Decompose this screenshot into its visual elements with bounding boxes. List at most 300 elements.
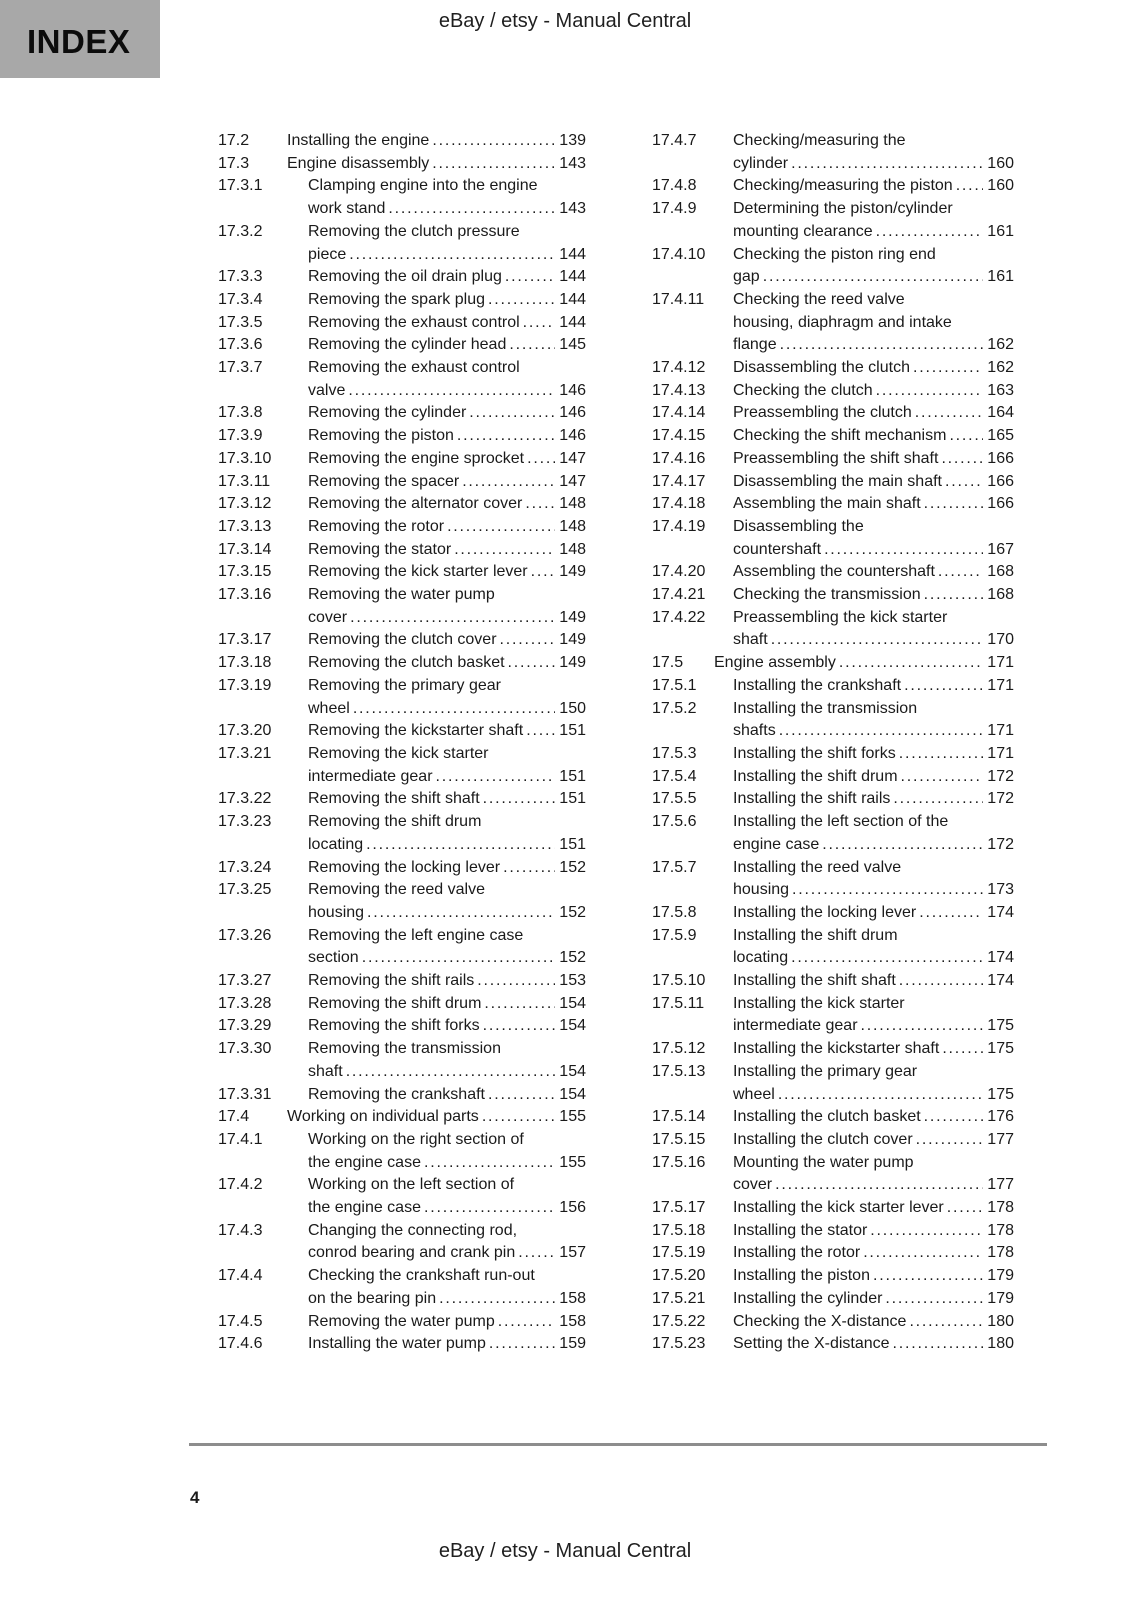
toc-entry [218,993,586,1016]
toc-entry-number: 17.3.11 [218,472,271,490]
toc-entry [652,811,1014,856]
toc-entry-page-number: 172 [987,767,1014,785]
toc-entry-page-number: 149 [559,608,586,626]
toc-entry-line [308,312,586,335]
toc-entry-dot-leader [791,153,983,176]
toc-entry-title: cylinder [733,154,789,172]
toc-entry-dot-leader [775,1174,983,1197]
toc-entry-body [308,1084,586,1107]
toc-entry-line [733,675,1014,698]
toc-entry-number: 17.3.5 [218,313,263,331]
toc-entry-page-number: 163 [987,381,1014,399]
toc-entry-title: Installing the crankshaft [733,676,902,694]
toc-entry-line: Working on the left section of [308,1176,515,1194]
toc-entry-title: Installing the kick starter lever [733,1199,944,1217]
toc-entry-body [733,1061,1014,1106]
toc-entry [652,1038,1014,1061]
toc-entry-line [733,1265,1014,1288]
toc-entry-line [308,1084,586,1107]
toc-entry-title: Removing the clutch basket [308,654,505,672]
toc-entry-dot-leader [861,1015,983,1038]
toc-entry-dot-leader [870,1220,983,1243]
toc-entry-line [308,629,586,652]
toc-entry-line: Working on the right section of [308,1130,524,1148]
toc-entry-body [308,425,586,448]
toc-entry-title: Preassembling the clutch [733,404,912,422]
toc-entry-line [733,1015,1014,1038]
toc-entry-line [308,720,586,743]
toc-entry-number: 17.5.11 [652,994,705,1012]
toc-entry-number: 17.3.28 [218,994,272,1012]
toc-entry [218,720,586,743]
toc-entry-number: 17.4.6 [218,1335,263,1353]
toc-entry-number: 17.4.7 [652,132,697,149]
toc-entry [652,1197,1014,1220]
toc-entry-dot-leader [771,629,983,652]
toc-entry-line [308,1061,586,1084]
toc-entry-title: Setting the X-distance [733,1335,890,1353]
toc-entry-title: Engine disassembly [287,154,430,172]
toc-entry-dot-leader [956,175,983,198]
toc-entry-body [308,266,586,289]
toc-entry-title: cover [308,608,348,626]
toc-entry [652,402,1014,425]
toc-entry-body [733,1311,1014,1334]
toc-entry-line: Changing the connecting rod, [308,1221,518,1239]
toc-entry-dot-leader [527,448,555,471]
toc-entry-number: 17.5.9 [652,926,697,944]
toc-entry [218,1333,586,1356]
toc-entry-dot-leader [863,1242,983,1265]
toc-entry-number: 17.3.7 [218,359,263,377]
toc-entry-number: 17.5.12 [652,1040,706,1058]
toc-entry-page-number: 167 [987,540,1014,558]
toc-entry-body [287,1106,586,1129]
toc-entry [218,743,586,788]
toc-entry-number: 17.3.23 [218,813,272,831]
toc-entry-line: Installing the kick starter [733,994,905,1012]
toc-entry-page-number: 151 [559,722,586,740]
toc-entry-line [733,720,1014,743]
toc-entry-title: on the bearing pin [308,1289,437,1307]
toc-entry [652,357,1014,380]
toc-entry-title: Installing the shift forks [733,744,896,762]
toc-entry-body [308,221,586,266]
toc-entry-number: 17.5.1 [652,676,697,694]
toc-entry-title: Removing the piston [308,427,454,445]
toc-entry-page-number: 178 [987,1244,1014,1262]
toc-entry-page-number: 179 [987,1289,1014,1307]
toc-entry-line [308,698,586,721]
toc-entry-line [308,244,586,267]
toc-entry-dot-leader [780,334,983,357]
toc-entry-title: Assembling the countershaft [733,563,935,581]
toc-entry-number: 17.4.2 [218,1176,263,1194]
toc-entry-page-number: 166 [987,472,1014,490]
toc-entry-title: wheel [733,1085,775,1103]
toc-entry-number: 17.3.2 [218,222,263,240]
toc-entry-title: Disassembling the main shaft [733,472,942,490]
toc-entry-line [308,561,586,584]
toc-entry-line [308,1152,586,1175]
toc-entry-dot-leader [508,652,555,675]
toc-entry-dot-leader [447,516,555,539]
toc-entry-number: 17.4.16 [652,449,706,467]
toc-entry-page-number: 143 [559,154,586,172]
toc-entry [652,130,1014,175]
toc-entry-body [733,175,1014,198]
toc-entry-title: shaft [308,1062,343,1080]
toc-entry-page-number: 164 [987,404,1014,422]
toc-entry-body [733,811,1014,856]
toc-entry-line: Mounting the water pump [733,1153,914,1171]
toc-entry-page-number: 176 [987,1108,1014,1126]
toc-entry-line [308,198,586,221]
toc-entry-line: Removing the clutch pressure [308,222,520,240]
toc-entry-title: wheel [308,699,350,717]
toc-entry-dot-leader [489,1333,555,1356]
toc-entry-line [308,607,586,630]
toc-entry-line [308,788,586,811]
toc-entry-body [733,584,1014,607]
toc-entry-line [733,834,1014,857]
toc-entry-page-number: 174 [987,972,1014,990]
toc-entry-line: Determining the piston/cylinder [733,200,953,218]
toc-entry-page-number: 158 [559,1312,586,1330]
toc-entry-dot-leader [893,1333,983,1356]
toc-entry-page-number: 154 [559,1062,586,1080]
toc-entry-line [308,902,586,925]
toc-entry [652,1265,1014,1288]
toc-entry-line [733,1197,1014,1220]
toc-entry [652,925,1014,970]
toc-entry-line: Removing the exhaust control [308,359,520,377]
toc-entry-body [733,516,1014,561]
toc-entry-body [308,584,586,629]
toc-entry-dot-leader [362,947,555,970]
toc-entry-body [308,1265,586,1310]
toc-entry-dot-leader [822,834,983,857]
toc-entry-number: 17.5.13 [652,1062,706,1080]
toc-entry-title: Checking/measuring the piston [733,177,953,195]
toc-entry-title: Removing the clutch cover [308,631,497,649]
toc-entry-body [308,652,586,675]
toc-entry [218,402,586,425]
toc-entry-number: 17.5.6 [652,813,697,831]
toc-entry-number: 17.4.20 [652,563,706,581]
toc-entry-body [308,743,586,788]
toc-entry-page-number: 152 [559,903,586,921]
toc-entry-dot-leader [482,1106,555,1129]
toc-entry-body [733,675,1014,698]
toc-entry-line [733,743,1014,766]
toc-entry-title: Removing the kickstarter shaft [308,722,524,740]
toc-entry-number: 17.5.3 [652,744,697,762]
toc-entry-body [733,788,1014,811]
toc-entry-number: 17.5.22 [652,1312,706,1330]
toc-entry-line [308,380,586,403]
toc-column-right [652,130,1014,1356]
toc-entry-line [733,334,1014,357]
toc-entry-title: Installing the shift shaft [733,972,896,990]
toc-entry-title: Removing the stator [308,540,452,558]
toc-entry-dot-leader [367,902,555,925]
toc-entry-number: 17.3.21 [218,744,272,762]
toc-entry-number: 17.3.4 [218,290,263,308]
toc-entry-page-number: 160 [987,177,1014,195]
toc-entry-title: Removing the shift forks [308,1017,480,1035]
toc-entry-dot-leader [947,1197,983,1220]
toc-entry-body [733,1106,1014,1129]
toc-entry-body [733,1038,1014,1061]
toc-entry-page-number: 174 [987,949,1014,967]
toc-entry-line [308,766,586,789]
toc-entry-line [733,879,1014,902]
toc-entry-dot-leader [488,289,555,312]
toc-entry-number: 17.5.7 [652,858,697,876]
toc-entry-dot-leader [488,1084,555,1107]
toc-entry [652,993,1014,1038]
toc-entry-number: 17.3.17 [218,631,272,649]
toc-entry-title: Removing the spacer [308,472,460,490]
toc-entry-number: 17.3.8 [218,404,263,422]
toc-entry-dot-leader [353,698,555,721]
toc-entry-line [714,652,1014,675]
toc-entry-page-number: 173 [987,881,1014,899]
toc-entry-title: Installing the locking lever [733,903,917,921]
toc-entry-line [308,1242,586,1265]
toc-entry-dot-leader [792,879,983,902]
toc-entry-line [287,1106,586,1129]
toc-entry-line [308,266,586,289]
toc-entry-title: work stand [308,200,386,218]
toc-entry-dot-leader [531,561,555,584]
toc-entry-page-number: 172 [987,835,1014,853]
toc-entry-dot-leader [350,607,555,630]
toc-entry-line [733,1333,1014,1356]
toc-entry-number: 17.4.4 [218,1267,263,1285]
toc-entry-dot-leader [454,539,555,562]
toc-entry-title: valve [308,381,346,399]
toc-entry [218,584,586,629]
toc-entry-body [733,902,1014,925]
toc-entry-line [308,471,586,494]
toc-entry-number: 17.3.30 [218,1040,272,1058]
toc-entry-dot-leader [484,993,555,1016]
toc-entry-page-number: 151 [559,835,586,853]
toc-entry-dot-leader [904,675,983,698]
toc-entry-dot-leader [436,766,555,789]
toc-entry-title: Removing the rotor [308,517,445,535]
toc-entry [218,130,586,153]
toc-entry-line [733,1106,1014,1129]
toc-entry-title: Installing the piston [733,1267,870,1285]
toc-entry-body [308,629,586,652]
toc-entry-page-number: 165 [987,427,1014,445]
toc-entry-line: Removing the water pump [308,586,495,604]
toc-entry-page-number: 157 [559,1244,586,1262]
toc-entry-line [733,902,1014,925]
toc-entry-dot-leader [885,1288,983,1311]
toc-entry-dot-leader [505,266,555,289]
toc-entry-number: 17.4.9 [652,200,697,218]
toc-entry-line [733,402,1014,425]
toc-entry-body [733,1197,1014,1220]
toc-entry [218,312,586,335]
toc-entry-number: 17.5.2 [652,699,697,717]
toc-entry-page-number: 177 [987,1130,1014,1148]
toc-entry-dot-leader [949,425,983,448]
toc-entry-title: locating [733,949,789,967]
toc-entry-number: 17.3.9 [218,427,263,445]
toc-entry-page-number: 175 [987,1017,1014,1035]
toc-entry-title: Removing the locking lever [308,858,501,876]
toc-entry [218,811,586,856]
toc-entry-body [287,130,586,153]
toc-entry-body [308,402,586,425]
toc-entry-body [308,493,586,516]
toc-entry-dot-leader [779,720,983,743]
toc-entry-body [308,539,586,562]
toc-entry [652,289,1014,357]
toc-entry [218,970,586,993]
toc-entry-number: 17.3.26 [218,926,272,944]
toc-entry-page-number: 151 [559,767,586,785]
toc-entry-page-number: 149 [559,654,586,672]
toc-entry-number: 17.5 [652,654,684,672]
toc-entry-line: Installing the reed valve [733,858,902,876]
toc-entry [218,561,586,584]
toc-entry-line: Disassembling the [733,517,864,535]
toc-entry-dot-leader [945,471,983,494]
toc-entry-body [733,1242,1014,1265]
toc-entry-page-number: 152 [559,949,586,967]
toc-entry-dot-leader [876,380,983,403]
toc-entry [652,1129,1014,1152]
toc-entry-page-number: 143 [559,200,586,218]
toc-entry-page-number: 171 [987,744,1014,762]
toc-entry-page-number: 146 [559,404,586,422]
toc-entry [652,561,1014,584]
toc-entry-line [287,130,586,153]
toc-entry-line [733,788,1014,811]
toc-entry-number: 17.4.8 [652,177,697,195]
toc-entry [652,1311,1014,1334]
toc-entry-page-number: 180 [987,1335,1014,1353]
toc-entry [652,766,1014,789]
toc-entry-line: Clamping engine into the engine [308,177,538,195]
toc-entry [652,516,1014,561]
toc-entry-body [733,493,1014,516]
toc-entry-number: 17.4.12 [652,359,706,377]
toc-entry [218,175,586,220]
toc-entry-body [733,607,1014,652]
toc-entry-line [308,1288,586,1311]
toc-entry-number: 17.4.18 [652,495,706,513]
toc-entry [218,857,586,880]
toc-entry-title: Removing the shift shaft [308,790,480,808]
toc-entry-title: housing [308,903,365,921]
toc-entry-body [308,925,586,970]
toc-entry-page-number: 147 [559,472,586,490]
toc-entry [652,380,1014,403]
toc-entry-dot-leader [503,857,555,880]
toc-entry-dot-leader [915,402,983,425]
toc-entry-dot-leader [509,334,555,357]
toc-entry-page-number: 148 [559,495,586,513]
toc-entry [218,1038,586,1083]
toc-entry-line [308,539,586,562]
toc-entry-number: 17.5.21 [652,1289,706,1307]
toc-entry-dot-leader [938,561,983,584]
toc-entry-title: Installing the kickstarter shaft [733,1040,940,1058]
toc-entry [652,471,1014,494]
toc-entry-number: 17.4.11 [652,290,705,308]
toc-entry-dot-leader [457,425,555,448]
toc-entry [652,175,1014,198]
footer-title: eBay / etsy - Manual Central [438,1540,692,1562]
toc-entry-dot-leader [477,970,555,993]
toc-entry-title: Checking the X-distance [733,1312,907,1330]
toc-entry [652,743,1014,766]
toc-entry-number: 17.3 [218,154,250,172]
toc-entry-line: housing, diaphragm and intake [733,313,952,331]
toc-entry [218,289,586,312]
toc-entry-body [308,334,586,357]
toc-entry-body [308,1220,586,1265]
toc-entry-line [308,1311,586,1334]
toc-entry-line: Checking the crankshaft run-out [308,1267,535,1285]
toc-entry-number: 17.5.18 [652,1221,706,1239]
footer-divider-rule [189,1443,1047,1446]
toc-entry-body [733,1265,1014,1288]
toc-entry-number: 17.5.20 [652,1267,706,1285]
toc-entry-body [308,1129,586,1174]
toc-entry-line [733,357,1014,380]
toc-entry-line [733,970,1014,993]
toc-entry [218,652,586,675]
toc-entry-number: 17.5.5 [652,790,697,808]
toc-entry-body [308,970,586,993]
toc-entry [218,448,586,471]
toc-entry-body [733,993,1014,1038]
toc-entry-page-number: 180 [987,1312,1014,1330]
toc-entry-page-number: 150 [559,699,586,717]
toc-entry-title: Checking the shift mechanism [733,427,947,445]
toc-entry-title: piece [308,245,347,263]
toc-entry-page-number: 174 [987,903,1014,921]
toc-entry-page-number: 144 [559,245,586,263]
toc-entry-page-number: 139 [559,132,586,149]
toc-entry-body [733,380,1014,403]
toc-entry-line [308,1197,586,1220]
toc-entry-title: Working on individual parts [287,1108,479,1126]
toc-entry [652,607,1014,652]
toc-entry-number: 17.4.3 [218,1221,263,1239]
toc-entry-page-number: 159 [559,1335,586,1353]
toc-entry-body [733,357,1014,380]
toc-entry-body [308,175,586,220]
toc-entry-page-number: 171 [987,654,1014,672]
toc-entry-number: 17.4 [218,1108,250,1126]
toc-entry-line: Checking/measuring the [733,132,906,149]
toc-entry-line [733,584,1014,607]
toc-entry-number: 17.3.3 [218,268,263,286]
toc-entry [218,1311,586,1334]
toc-entry [218,788,586,811]
toc-entry-page-number: 178 [987,1199,1014,1217]
toc-entry-line [733,1174,1014,1197]
